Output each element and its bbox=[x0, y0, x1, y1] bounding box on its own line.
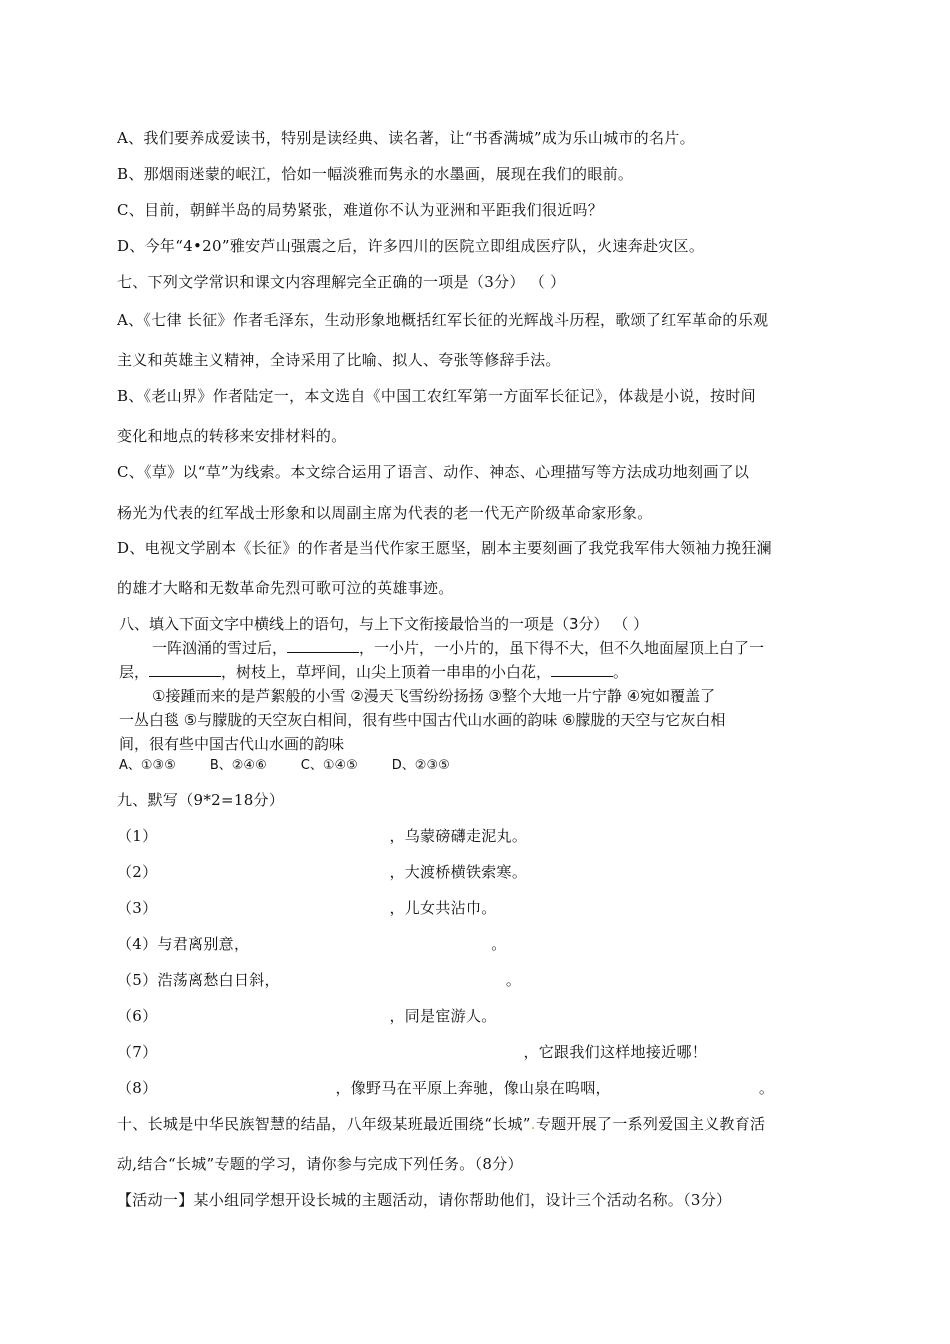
q6-option-b: B、那烟雨迷蒙的岷江，恰如一幅淡雅而隽永的水墨画，展现在我们的眼前。 bbox=[117, 165, 634, 183]
q8-options-line3: 间，很有些中国古代山水画的韵味 bbox=[119, 735, 345, 753]
q10-text: 专题开展了一系列爱国主义教育活 bbox=[535, 1115, 766, 1133]
q7-option-b-line2: 变化和地点的转移来安排材料的。 bbox=[117, 427, 347, 445]
q9-stem-text: 九、默写（9*2 bbox=[117, 791, 221, 809]
q10-stem-line2: 动,结合“长城”专题的学习，请你参与完成下列任务。（8分） bbox=[117, 1155, 523, 1173]
q7-option-c-line2: 杨光为代表的红军战士形象和以周副主席为代表的老一代无产阶级革命家形象。 bbox=[117, 504, 653, 522]
q9-item-3 bbox=[117, 898, 497, 918]
item-text: 。 bbox=[758, 1079, 775, 1097]
item-number: （5） bbox=[117, 971, 158, 989]
q10-activity-1: 【活动一】某小组同学想开设长城的主题活动，请你帮助他们，设计三个活动名称。（3分） bbox=[117, 1191, 732, 1209]
q7-stem: 七、下列文学常识和课文内容理解完全正确的一项是（3分） （ ） bbox=[117, 273, 566, 291]
item-number: （2） bbox=[117, 863, 158, 881]
item-text: ，大渡桥横铁索寒。 bbox=[389, 863, 528, 881]
q8-blank-3[interactable] bbox=[551, 662, 613, 677]
q7-option-c-line1: C、《草》以“草”为线索。本文综合运用了语言、动作、神态、心理描写等方法成功地刻画了以 bbox=[117, 463, 750, 481]
item-text: 。 bbox=[491, 935, 507, 953]
q10-stem-line1 bbox=[117, 1114, 765, 1134]
item-text: ，儿女共沾巾。 bbox=[389, 899, 497, 917]
item-number: （4） bbox=[117, 935, 158, 953]
item-number: （1） bbox=[117, 827, 158, 845]
q9-item-7 bbox=[117, 1042, 707, 1062]
q8-passage-line1 bbox=[152, 638, 764, 658]
q8-choice-d: D、②③⑤ bbox=[391, 758, 450, 773]
item-number: （7） bbox=[117, 1043, 158, 1061]
q8-passage-text: ，一小片，一小片的，虽下得不大，但不久地面屋顶上白了一 bbox=[359, 639, 765, 657]
q8-options-line1: ①接踵而来的是芦絮般的小雪 ②漫天飞雪纷纷扬扬 ③整个大地一片宁静 ④宛如覆盖了 bbox=[152, 687, 716, 705]
q7-option-a-line1: A、《七律 长征》作者毛泽东，生动形象地概括红军长征的光辉战斗历程，歌颂了红军革命的乐观 bbox=[117, 311, 769, 329]
q8-passage-text: ，树枝上，草坪间，山尖上顶着一串串的小白花， bbox=[221, 663, 552, 681]
q8-options-line2: 一丛白毯 ⑤与朦胧的天空灰白相间，很有些中国古代山水画的韵味 ⑥朦胧的天空与它灰白相 bbox=[119, 711, 726, 729]
q8-passage-text: 一阵汹涌的雪过后， bbox=[152, 639, 288, 657]
q8-blank-2[interactable] bbox=[149, 662, 221, 677]
q9-item-8 bbox=[117, 1078, 774, 1098]
q8-passage-line2 bbox=[119, 662, 628, 682]
item-number: （6） bbox=[117, 1007, 158, 1025]
item-text: 。 bbox=[505, 971, 522, 989]
q9-item-2 bbox=[117, 862, 527, 882]
item-text: ，它跟我们这样地接近哪！ bbox=[523, 1043, 708, 1061]
q9-item-1 bbox=[117, 826, 527, 846]
q9-stem-text: =18分） bbox=[221, 791, 285, 809]
q9-item-4 bbox=[117, 934, 507, 954]
q8-passage-text: 。 bbox=[613, 663, 629, 681]
q10-text: 十、长城是中华民族智慧的结晶，八年级某班最近围绕“长城” bbox=[117, 1115, 531, 1133]
q8-choice-c: C、①④⑤ bbox=[300, 758, 358, 773]
item-text: ，同是宦游人。 bbox=[389, 1007, 497, 1025]
q7-option-d-line1: D、电视文学剧本《长征》的作者是当代作家王愿坚，剧本主要刻画了我党我军伟大领袖力挽狂澜 bbox=[117, 539, 772, 557]
q6-option-c: C、目前，朝鲜半岛的局势紧张，难道你不认为亚洲和平距我们很近吗？ bbox=[117, 201, 604, 219]
q6-option-a: A、我们要养成爱读书，特别是读经典、读名著，让“书香满城”成为乐山城市的名片。 bbox=[117, 129, 695, 147]
q6-option-d: D、今年“4•20”雅安芦山强震之后，许多四川的医院立即组成医疗队，火速奔赴灾区。 bbox=[117, 237, 705, 255]
item-number: （3） bbox=[117, 899, 158, 917]
q8-blank-1[interactable] bbox=[287, 638, 359, 653]
q8-choices bbox=[119, 756, 450, 776]
q8-choice-a: A、①③⑤ bbox=[119, 758, 176, 773]
item-text: 与君离别意， bbox=[157, 935, 250, 953]
item-text: ，乌蒙磅礴走泥丸。 bbox=[389, 827, 528, 845]
item-number: （8） bbox=[117, 1079, 158, 1097]
q7-option-d-line2: 的雄才大略和无数革命先烈可歌可泣的英雄事迹。 bbox=[117, 579, 454, 597]
q8-stem: 八、填入下面文字中横线上的语句，与上下文衔接最恰当的一项是（3分） （ ） bbox=[119, 615, 649, 633]
q9-item-5 bbox=[117, 970, 521, 990]
q8-passage-text: 层， bbox=[119, 663, 150, 681]
q8-choice-b: B、②④⑥ bbox=[209, 758, 267, 773]
item-text: 浩荡离愁白日斜， bbox=[157, 971, 280, 989]
q9-stem bbox=[117, 790, 284, 810]
q7-option-b-line1: B、《老山界》作者陆定一，本文选自《中国工农红军第一方面军长征记》，体裁是小说，按时间 bbox=[117, 387, 756, 405]
q7-option-a-line2: 主义和英雄主义精神，全诗采用了比喻、拟人、夸张等修辞手法。 bbox=[117, 351, 561, 369]
q10-mark: . bbox=[530, 1115, 536, 1133]
q9-item-6 bbox=[117, 1006, 497, 1026]
item-text: ，像野马在平原上奔驰，像山泉在呜咽， bbox=[335, 1079, 611, 1097]
